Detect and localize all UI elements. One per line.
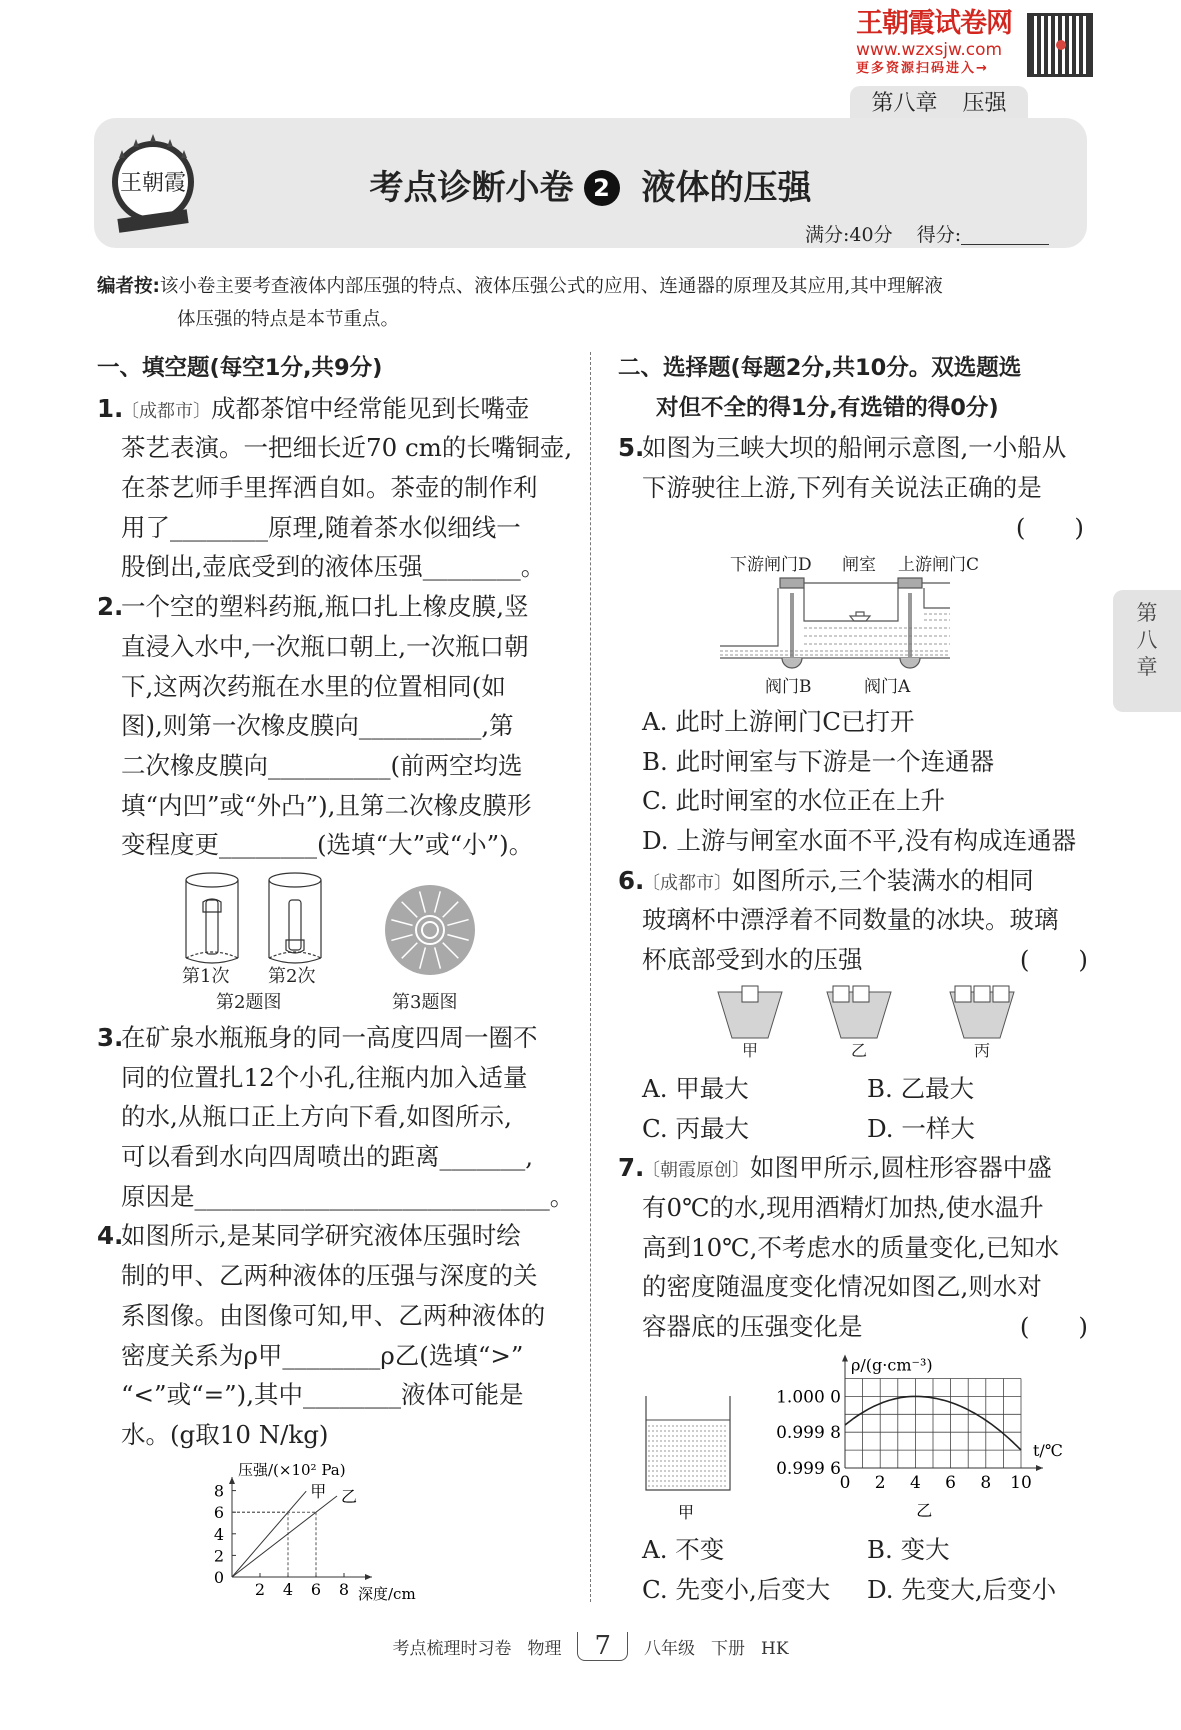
question-text: 股倒出,壶底受到的液体压强________。 — [121, 552, 546, 582]
y-tick-label: 8 — [213, 1481, 224, 1501]
question-text-with-paren — [618, 940, 1088, 980]
option-c[interactable]: C. 此时闸室的水位正在上升 — [642, 786, 945, 816]
y-tick-label: 0 — [213, 1568, 224, 1587]
svg-text:王朝霞: 王朝霞 — [119, 171, 187, 196]
q7-options — [618, 1530, 1088, 1609]
option-b[interactable]: B. 乙最大 — [867, 1074, 975, 1103]
series-line-1 — [232, 1496, 337, 1577]
question-7 — [618, 1148, 1088, 1188]
score-blank[interactable] — [961, 225, 1049, 245]
question-text: 的水,从瓶口正上方向下看,如图所示, — [121, 1102, 512, 1132]
brand-slogan: 更多资源扫码进入→ — [856, 61, 989, 76]
score-line — [805, 220, 1049, 247]
question-text: 杯底部受到水的压强 — [642, 945, 863, 975]
question-1 — [97, 389, 567, 429]
side-chapter-tab[interactable] — [1113, 590, 1181, 712]
question-text: 下游驶往上游,下列有关说法正确的是 — [642, 473, 1042, 503]
footer-edition: HK — [761, 1639, 789, 1659]
answer-paren[interactable]: ( ) — [1019, 1312, 1088, 1342]
figure-caption: 第2题图 — [216, 992, 282, 1013]
editor-note — [97, 270, 1087, 336]
page-number: 7 — [577, 1632, 628, 1661]
y-tick-label: 0.999 8 — [776, 1423, 841, 1444]
question-text: 如图甲所示,圆柱形容器中盛 — [750, 1153, 1052, 1183]
label-cup-b: 乙 — [851, 1041, 868, 1058]
note-label: 编者按: — [97, 276, 160, 297]
question-5 — [618, 428, 1088, 468]
question-text: 同的位置扎12个小孔,往瓶内加入适量 — [121, 1062, 528, 1092]
brand-url[interactable]: www.wzxsjw.com — [856, 40, 1003, 60]
title-main: 考点诊断小卷 — [369, 168, 574, 208]
fill-in-section — [97, 349, 573, 865]
question-text: 成都茶馆中经常能见到长嘴壶 — [211, 393, 530, 423]
label-cup-a: 甲 — [742, 1041, 759, 1058]
label-valve-a: 阀门A — [864, 677, 911, 697]
y-axis-arrow — [229, 1477, 235, 1484]
question-text-with-paren — [618, 1307, 1088, 1347]
x-axis-label: t/℃ — [1033, 1441, 1063, 1460]
y-tick-label: 2 — [213, 1546, 224, 1566]
x-tick-label: 4 — [282, 1580, 294, 1599]
question-text: 如图为三峡大坝的船闸示意图,一小船从 — [642, 433, 1067, 463]
question-text: 制的甲、乙两种液体的压强与深度的关 — [121, 1261, 538, 1291]
question-number: 6. — [618, 865, 645, 895]
label-fig-jia: 甲 — [678, 1503, 695, 1522]
question-text: 在茶艺师手里挥洒自如。茶壶的制作利 — [121, 473, 538, 503]
question-text: 直浸入水中,一次瓶口朝上,一次瓶口朝 — [121, 631, 529, 661]
question-text: 高到10℃,不考虑水的质量变化,已知水 — [642, 1232, 1060, 1262]
question-text: 容器底的压强变化是 — [642, 1312, 863, 1342]
page-title — [0, 160, 1181, 209]
question-text: 用了________原理,随着茶水似细线一 — [121, 512, 521, 542]
question-number: 2. — [97, 592, 124, 622]
side-tab-label: 第 八 章 — [1136, 601, 1158, 679]
figure-3-water-jets — [384, 884, 476, 976]
x-tick-label: 10 — [1010, 1473, 1032, 1493]
y-axis-label: ρ/(g·cm⁻³) — [851, 1355, 933, 1375]
series-line-0 — [232, 1491, 306, 1577]
option-a[interactable]: A. 不变 — [642, 1535, 725, 1564]
page-footer — [0, 1632, 1181, 1661]
choice-section-cont — [618, 702, 1088, 980]
option-d[interactable]: D. 一样大 — [867, 1113, 975, 1143]
question-3 — [97, 1018, 567, 1058]
answer-paren[interactable]: ( ) — [1019, 945, 1088, 975]
question-2 — [97, 587, 567, 627]
brand-logo[interactable] — [856, 8, 1012, 78]
chapter-tab: 第八章 压强 — [850, 86, 1028, 122]
density-temperature-chart — [760, 1345, 1100, 1545]
question-text: 原因是_____________________________。 — [121, 1181, 575, 1211]
question-text: 二次橡皮膜向__________(前两空均选 — [121, 750, 523, 780]
choice-section — [618, 349, 1088, 547]
question-text: 下,这两次药瓶在水里的位置相同(如 — [121, 671, 506, 701]
note-line: 体压强的特点是本节重点。 — [177, 309, 400, 330]
question-text: 玻璃杯中漂浮着不同数量的冰块。玻璃 — [642, 905, 1059, 935]
question-text: 密度关系为ρ甲________ρ乙(选填“>” — [121, 1340, 524, 1370]
x-tick-label: 2 — [254, 1580, 266, 1599]
x-axis-label: 深度/cm — [358, 1585, 416, 1603]
x-tick-label: 8 — [338, 1580, 350, 1599]
question-text: 茶艺表演。一把细长近70 cm的长嘴铜壶, — [121, 433, 573, 463]
choice-section-cont2 — [618, 1069, 1088, 1347]
ship-lock-figure — [720, 548, 1020, 698]
y-axis-label: 压强/(×10² Pa) — [238, 1461, 346, 1479]
answer-paren[interactable]: ( ) — [1015, 512, 1084, 542]
title-number-badge: 2 — [584, 170, 620, 206]
question-text: 在矿泉水瓶瓶身的同一高度四周一圈不 — [121, 1023, 538, 1052]
x-tick-label: 2 — [874, 1473, 886, 1493]
source-tag: 〔成都市〕 — [642, 872, 732, 894]
question-number: 7. — [618, 1153, 645, 1183]
question-number: 4. — [97, 1221, 124, 1251]
option-d[interactable]: D. 上游与闸室水面不平,没有构成连通器 — [642, 826, 1077, 856]
container-figure-jia — [640, 1390, 740, 1530]
option-b[interactable]: B. 此时闸室与下游是一个连通器 — [642, 746, 995, 776]
q6-options-row — [618, 1069, 1088, 1109]
pressure-depth-chart — [180, 1455, 480, 1615]
question-number: 1. — [97, 393, 124, 423]
footer-series: 考点梳理时习卷 — [392, 1639, 512, 1659]
title-subtitle: 液体的压强 — [641, 168, 812, 208]
question-text: 可以看到水向四周喷出的距离_______, — [121, 1142, 534, 1172]
footer-subject: 物理 — [527, 1639, 562, 1659]
footer-volume: 下册 — [711, 1639, 745, 1659]
series-label: 甲 — [310, 1482, 327, 1502]
x-tick-label: 4 — [909, 1473, 921, 1493]
question-text: 一个空的塑料药瓶,瓶口扎上橡皮膜,竖 — [121, 592, 529, 622]
y-tick-label: 1.000 0 — [776, 1387, 841, 1408]
question-6 — [618, 861, 1088, 901]
figure-caption: 第2次 — [268, 966, 316, 987]
question-text: 如图所示,三个装满水的相同 — [732, 865, 1034, 895]
figure-caption: 第1次 — [182, 966, 230, 987]
question-number: 3. — [97, 1023, 124, 1052]
source-tag: 〔成都市〕 — [121, 400, 211, 422]
section-heading: 一、填空题(每空1分,共9分) — [97, 355, 383, 381]
question-number: 5. — [618, 433, 645, 463]
note-line: 该小卷主要考查液体内部压强的特点、液体压强公式的应用、连通器的原理及其应用,其中理解液 — [159, 276, 943, 297]
x-axis-arrow — [1036, 1465, 1043, 1471]
y-axis-arrow — [842, 1355, 848, 1362]
score-label: 得分: — [916, 224, 962, 246]
x-tick-label: 0 — [839, 1473, 851, 1493]
q7-options-row — [618, 1530, 1088, 1570]
brand-name: 王朝霞试卷网 — [856, 8, 1012, 39]
y-tick-label: 6 — [213, 1503, 224, 1523]
option-c[interactable]: C. 丙最大 — [642, 1113, 749, 1143]
series-label: 乙 — [341, 1487, 358, 1506]
label-gate-d: 下游闸门D — [730, 555, 812, 575]
option-a[interactable]: A. 此时上游闸门C已打开 — [642, 707, 915, 736]
figure-2-bottles — [180, 870, 330, 970]
option-a[interactable]: A. 甲最大 — [642, 1074, 749, 1103]
label-chamber: 闸室 — [842, 555, 876, 575]
x-tick-label: 6 — [310, 1580, 322, 1599]
q7-options-row — [618, 1570, 1088, 1610]
question-4 — [97, 1216, 567, 1256]
x-tick-label: 6 — [945, 1473, 957, 1493]
question-text: 填“内凹”或“外凸”),且第二次橡皮膜形 — [121, 790, 532, 820]
qr-code-icon[interactable] — [1027, 13, 1093, 77]
question-text: 水。(g取10 N/kg) — [121, 1419, 329, 1449]
source-tag: 〔朝霞原创〕 — [642, 1160, 750, 1182]
question-text: “<”或“=”),其中________液体可能是 — [121, 1380, 524, 1410]
section-heading: 二、选择题(每题2分,共10分。双选题选 — [618, 355, 1022, 381]
y-tick-label: 4 — [213, 1524, 224, 1544]
question-text: 变程度更________(选填“大”或“小”)。 — [121, 830, 534, 860]
figure-caption: 第3题图 — [392, 992, 458, 1013]
full-score: 满分:40分 — [805, 224, 893, 246]
column-divider — [590, 352, 591, 1602]
option-b[interactable]: B. 变大 — [867, 1535, 950, 1564]
x-tick-label: 8 — [980, 1473, 992, 1493]
question-text: 系图像。由图像可知,甲、乙两种液体的 — [121, 1300, 546, 1330]
x-axis-arrow — [365, 1574, 372, 1580]
option-d[interactable]: D. 先变大,后变小 — [867, 1574, 1057, 1604]
section-heading: 对但不全的得1分,有选错的得0分) — [656, 394, 999, 421]
question-text: 图),则第一次橡皮膜向__________,第 — [121, 711, 514, 741]
figure-label: 乙 — [916, 1501, 933, 1520]
footer-grade: 八年级 — [644, 1639, 695, 1659]
question-text: 有0℃的水,现用酒精灯加热,使水温升 — [642, 1193, 1044, 1223]
label-valve-b: 阀门B — [765, 677, 812, 697]
label-cup-c: 丙 — [974, 1041, 991, 1058]
question-text: 的密度随温度变化情况如图乙,则水对 — [642, 1272, 1042, 1302]
option-c[interactable]: C. 先变小,后变大 — [642, 1574, 831, 1604]
y-tick-label: 0.999 6 — [776, 1459, 841, 1479]
label-gate-c: 上游闸门C — [898, 555, 980, 575]
ice-cups-figure — [710, 978, 1030, 1058]
q6-options-row — [618, 1109, 1088, 1149]
question-text: 如图所示,是某同学研究液体压强时绘 — [121, 1221, 521, 1251]
fill-in-section-cont — [97, 1018, 575, 1455]
